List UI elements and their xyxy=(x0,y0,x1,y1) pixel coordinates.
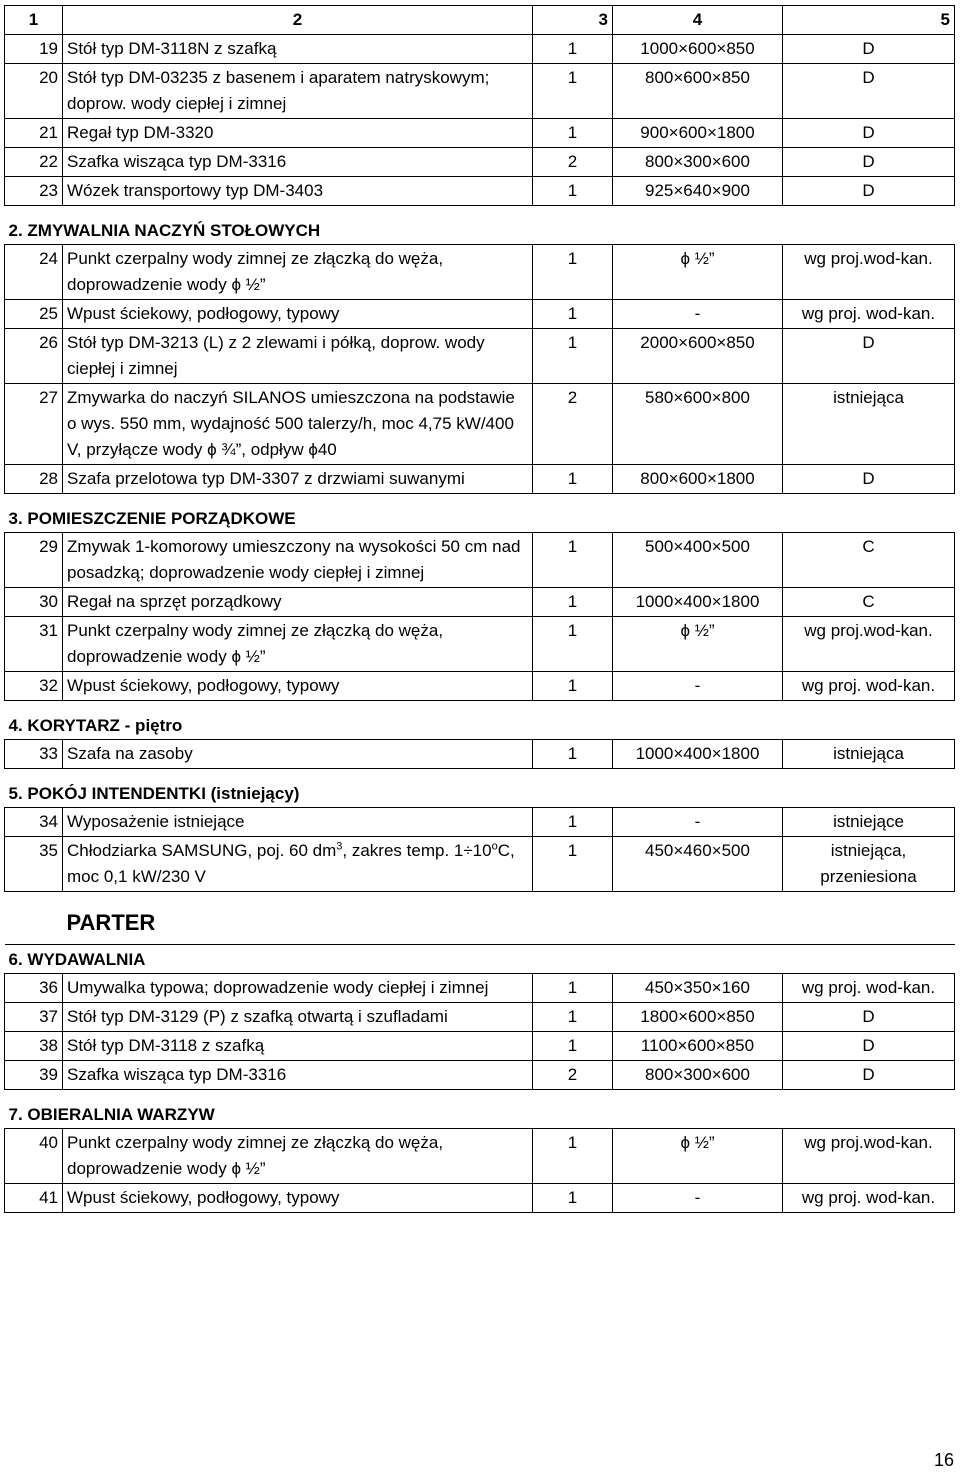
item-quantity: 1 xyxy=(533,119,613,148)
item-name: Regał na sprzęt porządkowy xyxy=(63,588,533,617)
item-name: Stół typ DM-3213 (L) z 2 zlewami i półką, doprow. wody ciepłej i zimnej xyxy=(63,329,533,384)
item-name: Zmywarka do naczyń SILANOS umieszczona na podstawie o wys. 550 mm, wydajność 500 talerzy/h, moc 4,75 kW/400 V, przyłącze wody ϕ ¾”, odpływ ϕ40 xyxy=(63,384,533,465)
section-heading-row xyxy=(5,206,955,245)
table-row xyxy=(5,245,955,300)
item-dimensions: 900×600×1800 xyxy=(613,119,783,148)
item-note: wg proj.wod-kan. xyxy=(783,1129,955,1184)
table-row xyxy=(5,837,955,892)
table-row xyxy=(5,672,955,701)
item-quantity: 1 xyxy=(533,465,613,494)
item-name-part: Chłodziarka SAMSUNG, poj. 60 dm xyxy=(67,841,337,860)
item-note: D xyxy=(783,1032,955,1061)
row-number: 27 xyxy=(5,384,63,465)
section-heading: 5. POKÓJ INTENDENTKI (istniejący) xyxy=(5,769,955,808)
item-quantity: 1 xyxy=(533,588,613,617)
row-number: 37 xyxy=(5,1003,63,1032)
item-dimensions: - xyxy=(613,672,783,701)
item-name: Punkt czerpalny wody zimnej ze złączką do węża, doprowadzenie wody ϕ ½” xyxy=(63,245,533,300)
item-quantity: 2 xyxy=(533,384,613,465)
item-dimensions: 800×600×850 xyxy=(613,64,783,119)
item-quantity: 1 xyxy=(533,245,613,300)
row-number: 19 xyxy=(5,35,63,64)
item-quantity: 1 xyxy=(533,177,613,206)
row-number: 30 xyxy=(5,588,63,617)
item-note: D xyxy=(783,64,955,119)
row-number: 36 xyxy=(5,974,63,1003)
item-note: wg proj.wod-kan. xyxy=(783,245,955,300)
item-note: istniejąca xyxy=(783,384,955,465)
item-note: D xyxy=(783,148,955,177)
item-dimensions: - xyxy=(613,1184,783,1213)
item-quantity: 1 xyxy=(533,64,613,119)
item-name: Szafa przelotowa typ DM-3307 z drzwiami suwanymi xyxy=(63,465,533,494)
superscript: o xyxy=(491,840,498,853)
item-note: istniejąca, przeniesiona xyxy=(783,837,955,892)
table-row xyxy=(5,617,955,672)
item-dimensions: 1800×600×850 xyxy=(613,1003,783,1032)
item-name-part: , zakres temp. 1÷10 xyxy=(342,841,492,860)
equipment-table xyxy=(4,5,955,1213)
item-quantity: 1 xyxy=(533,808,613,837)
item-dimensions: 800×300×600 xyxy=(613,1061,783,1090)
item-note: wg proj. wod-kan. xyxy=(783,672,955,701)
item-note: C xyxy=(783,533,955,588)
item-dimensions: 1000×400×1800 xyxy=(613,588,783,617)
section-heading-row xyxy=(5,945,955,974)
item-name: Stół typ DM-3129 (P) z szafką otwartą i szufladami xyxy=(63,1003,533,1032)
item-note: D xyxy=(783,329,955,384)
table-row xyxy=(5,808,955,837)
item-name: Punkt czerpalny wody zimnej ze złączką do węża, doprowadzenie wody ϕ ½” xyxy=(63,1129,533,1184)
header-col-nr: 1 xyxy=(5,6,63,35)
table-row xyxy=(5,329,955,384)
item-dimensions: 800×600×1800 xyxy=(613,465,783,494)
table-row xyxy=(5,974,955,1003)
row-number: 40 xyxy=(5,1129,63,1184)
item-quantity: 1 xyxy=(533,1129,613,1184)
page-number: 16 xyxy=(933,1450,954,1470)
table-row xyxy=(5,119,955,148)
item-note: D xyxy=(783,177,955,206)
section-heading-row xyxy=(5,1090,955,1129)
item-dimensions: - xyxy=(613,300,783,329)
item-note: D xyxy=(783,1003,955,1032)
row-number: 41 xyxy=(5,1184,63,1213)
row-number: 28 xyxy=(5,465,63,494)
item-name: Stół typ DM-3118N z szafką xyxy=(63,35,533,64)
item-name: Wyposażenie istniejące xyxy=(63,808,533,837)
section-heading: 3. POMIESZCZENIE PORZĄDKOWE xyxy=(5,494,955,533)
section-heading: 2. ZMYWALNIA NACZYŃ STOŁOWYCH xyxy=(5,206,955,245)
row-number: 29 xyxy=(5,533,63,588)
item-name: Wpust ściekowy, podłogowy, typowy xyxy=(63,672,533,701)
item-dimensions: 1000×400×1800 xyxy=(613,740,783,769)
item-note: wg proj. wod-kan. xyxy=(783,300,955,329)
item-note: D xyxy=(783,1061,955,1090)
table-row xyxy=(5,1003,955,1032)
table-body xyxy=(5,35,955,1213)
table-row xyxy=(5,35,955,64)
superscript: 3 xyxy=(336,840,343,853)
part-heading: PARTER xyxy=(5,892,955,945)
item-quantity: 1 xyxy=(533,533,613,588)
part-heading-row xyxy=(5,892,955,945)
table-row xyxy=(5,588,955,617)
item-quantity: 1 xyxy=(533,1032,613,1061)
table-row xyxy=(5,533,955,588)
item-note: D xyxy=(783,35,955,64)
item-name-part: C, moc 0,1 kW/230 V xyxy=(67,841,515,886)
row-number: 33 xyxy=(5,740,63,769)
table-row xyxy=(5,300,955,329)
table-header-row xyxy=(5,6,955,35)
item-note: istniejące xyxy=(783,808,955,837)
table-row xyxy=(5,148,955,177)
item-quantity: 1 xyxy=(533,837,613,892)
table-row xyxy=(5,1032,955,1061)
row-number: 32 xyxy=(5,672,63,701)
item-name: Szafka wisząca typ DM-3316 xyxy=(63,1061,533,1090)
row-number: 31 xyxy=(5,617,63,672)
item-quantity: 1 xyxy=(533,35,613,64)
item-quantity: 1 xyxy=(533,1184,613,1213)
item-note: D xyxy=(783,119,955,148)
row-number: 34 xyxy=(5,808,63,837)
table-row xyxy=(5,384,955,465)
item-name: Szafka wisząca typ DM-3316 xyxy=(63,148,533,177)
row-number: 35 xyxy=(5,837,63,892)
item-name xyxy=(63,837,533,892)
item-quantity: 1 xyxy=(533,329,613,384)
header-col-qty: 3 xyxy=(533,6,613,35)
row-number: 38 xyxy=(5,1032,63,1061)
item-dimensions: 500×400×500 xyxy=(613,533,783,588)
row-number: 26 xyxy=(5,329,63,384)
header-col-name: 2 xyxy=(63,6,533,35)
item-name: Wózek transportowy typ DM-3403 xyxy=(63,177,533,206)
table-row xyxy=(5,64,955,119)
item-dimensions: 450×350×160 xyxy=(613,974,783,1003)
item-dimensions: 800×300×600 xyxy=(613,148,783,177)
item-quantity: 1 xyxy=(533,617,613,672)
row-number: 39 xyxy=(5,1061,63,1090)
item-name: Szafa na zasoby xyxy=(63,740,533,769)
item-name: Stół typ DM-03235 z basenem i aparatem natryskowym; doprow. wody ciepłej i zimnej xyxy=(63,64,533,119)
item-note: wg proj.wod-kan. xyxy=(783,617,955,672)
table-row xyxy=(5,465,955,494)
item-dimensions: 925×640×900 xyxy=(613,177,783,206)
item-dimensions: ϕ ½” xyxy=(613,617,783,672)
item-quantity: 2 xyxy=(533,148,613,177)
table-row xyxy=(5,740,955,769)
item-dimensions: ϕ ½” xyxy=(613,245,783,300)
table-row xyxy=(5,1061,955,1090)
item-name: Wpust ściekowy, podłogowy, typowy xyxy=(63,1184,533,1213)
row-number: 21 xyxy=(5,119,63,148)
section-heading: 4. KORYTARZ - piętro xyxy=(5,701,955,740)
item-note: istniejąca xyxy=(783,740,955,769)
item-dimensions: 1100×600×850 xyxy=(613,1032,783,1061)
row-number: 22 xyxy=(5,148,63,177)
item-quantity: 1 xyxy=(533,672,613,701)
item-note: wg proj. wod-kan. xyxy=(783,974,955,1003)
item-note: wg proj. wod-kan. xyxy=(783,1184,955,1213)
item-quantity: 1 xyxy=(533,1003,613,1032)
row-number: 25 xyxy=(5,300,63,329)
item-name: Punkt czerpalny wody zimnej ze złączką do węża, doprowadzenie wody ϕ ½” xyxy=(63,617,533,672)
item-dimensions: 450×460×500 xyxy=(613,837,783,892)
item-quantity: 1 xyxy=(533,740,613,769)
item-dimensions: - xyxy=(613,808,783,837)
item-quantity: 1 xyxy=(533,974,613,1003)
row-number: 23 xyxy=(5,177,63,206)
section-heading: 7. OBIERALNIA WARZYW xyxy=(5,1090,955,1129)
header-col-dim: 4 xyxy=(613,6,783,35)
section-heading-row xyxy=(5,494,955,533)
section-heading-row xyxy=(5,769,955,808)
item-quantity: 2 xyxy=(533,1061,613,1090)
item-name: Wpust ściekowy, podłogowy, typowy xyxy=(63,300,533,329)
item-name: Stół typ DM-3118 z szafką xyxy=(63,1032,533,1061)
item-dimensions: 2000×600×850 xyxy=(613,329,783,384)
header-col-note: 5 xyxy=(783,6,955,35)
section-heading-row xyxy=(5,701,955,740)
item-note: D xyxy=(783,465,955,494)
item-name: Regał typ DM-3320 xyxy=(63,119,533,148)
table-row xyxy=(5,1184,955,1213)
section-heading: 6. WYDAWALNIA xyxy=(5,945,955,974)
item-dimensions: 1000×600×850 xyxy=(613,35,783,64)
table-row xyxy=(5,177,955,206)
table-row xyxy=(5,1129,955,1184)
item-dimensions: ϕ ½” xyxy=(613,1129,783,1184)
item-quantity: 1 xyxy=(533,300,613,329)
item-note: C xyxy=(783,588,955,617)
row-number: 20 xyxy=(5,64,63,119)
item-name: Zmywak 1-komorowy umieszczony na wysokości 50 cm nad posadzką; doprowadzenie wody ciepłej i zimnej xyxy=(63,533,533,588)
item-name: Umywalka typowa; doprowadzenie wody ciepłej i zimnej xyxy=(63,974,533,1003)
item-dimensions: 580×600×800 xyxy=(613,384,783,465)
row-number: 24 xyxy=(5,245,63,300)
